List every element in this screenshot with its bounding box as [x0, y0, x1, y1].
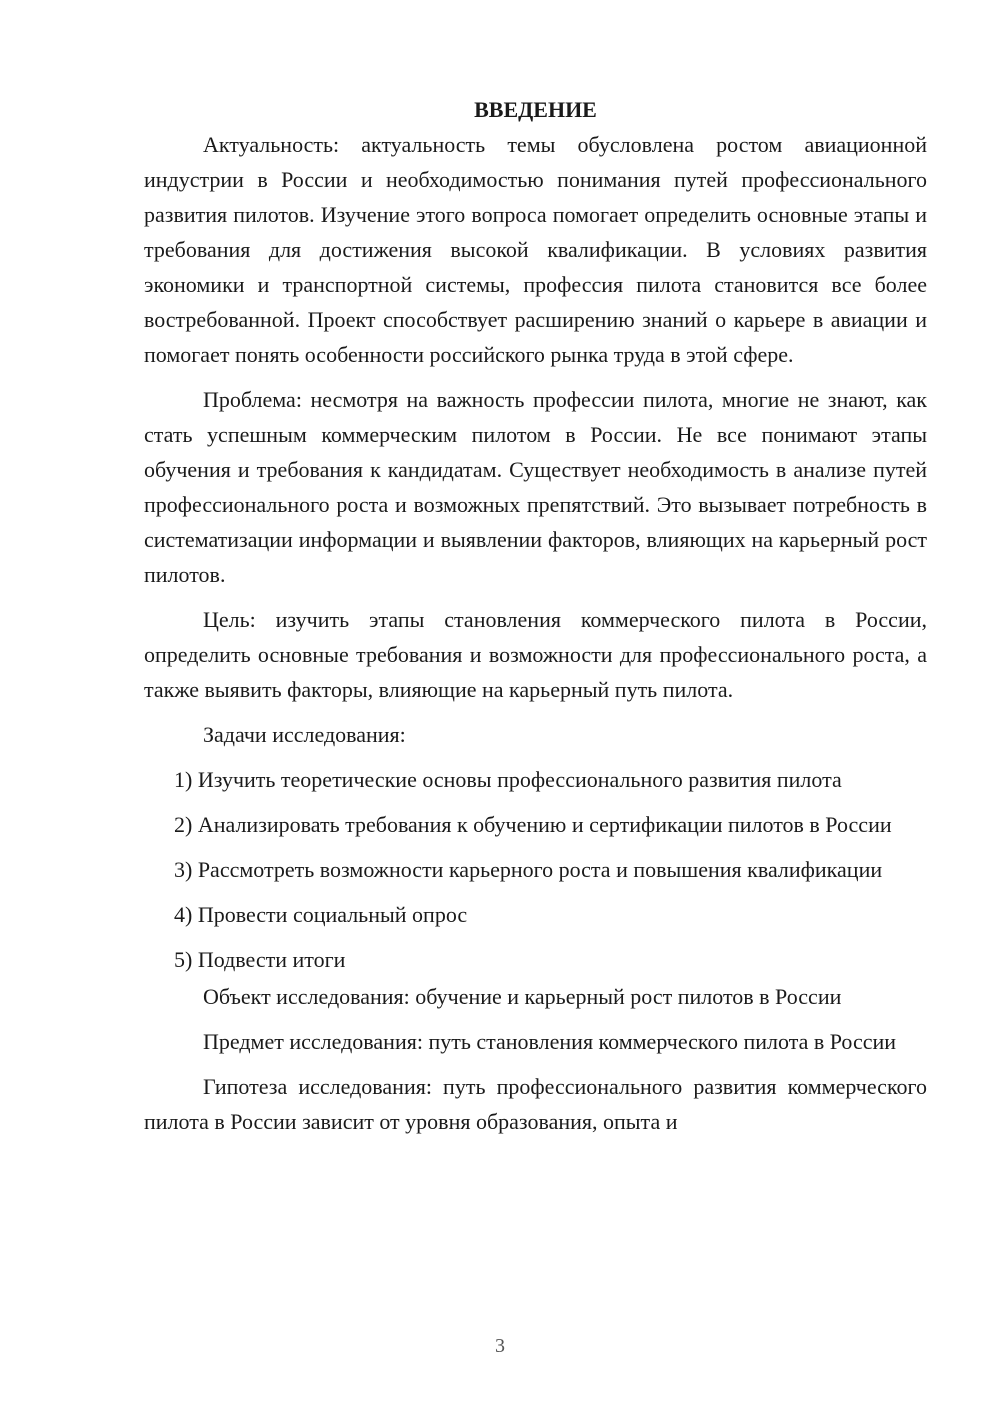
task-item-2: 2) Анализировать требования к обучению и сертификации пилотов в России [174, 812, 892, 837]
section-title: ВВЕДЕНИЕ [474, 97, 597, 122]
page-number: 3 [495, 1335, 505, 1357]
task-item-3: 3) Рассмотреть возможности карьерного роста и повышения квалификации [174, 857, 883, 882]
document-body [144, 92, 927, 1149]
task-item-5: 5) Подвести итоги [174, 947, 346, 972]
task-item-1: 1) Изучить теоретические основы профессионального развития пилота [174, 767, 842, 792]
paragraph-goal: Цель: изучить этапы становления коммерческого пилота в России, определить основные требования и возможности для профессионального роста, а также выявить факторы, влияющие на карьерный путь пилота. [144, 607, 927, 702]
paragraph-subject: Предмет исследования: путь становления коммерческого пилота в России [203, 1029, 897, 1054]
paragraph-hypothesis: Гипотеза исследования: путь профессионального развития коммерческого пилота в России зависит от уровня образования, опыта и [144, 1074, 927, 1134]
tasks-heading: Задачи исследования: [203, 722, 406, 747]
paragraph-problem: Проблема: несмотря на важность профессии пилота, многие не знают, как стать успешным коммерческим пилотом в России. Не все понимают этапы обучения и требования к кандидатам. Существует необходимость в анализе путей профессионального роста и возможных препятствий. Это вызывает потребность в систематизации информации и выявлении факторов, влияющих на карьерный рост пилотов. [144, 387, 927, 587]
paragraph-relevance: Актуальность: актуальность темы обусловлена ростом авиационной индустрии в России и необходимостью понимания путей профессионального развития пилотов. Изучение этого вопроса помогает определить основные этапы и требования для достижения высокой квалификации. В условиях развития экономики и транспортной системы, профессия пилота становится все более востребованной. Проект способствует расширению знаний о карьере в авиации и помогает понять особенности российского рынка труда в этой сфере. [144, 132, 927, 367]
task-item-4: 4) Провести социальный опрос [174, 902, 468, 927]
paragraph-object: Объект исследования: обучение и карьерный рост пилотов в России [203, 984, 842, 1009]
